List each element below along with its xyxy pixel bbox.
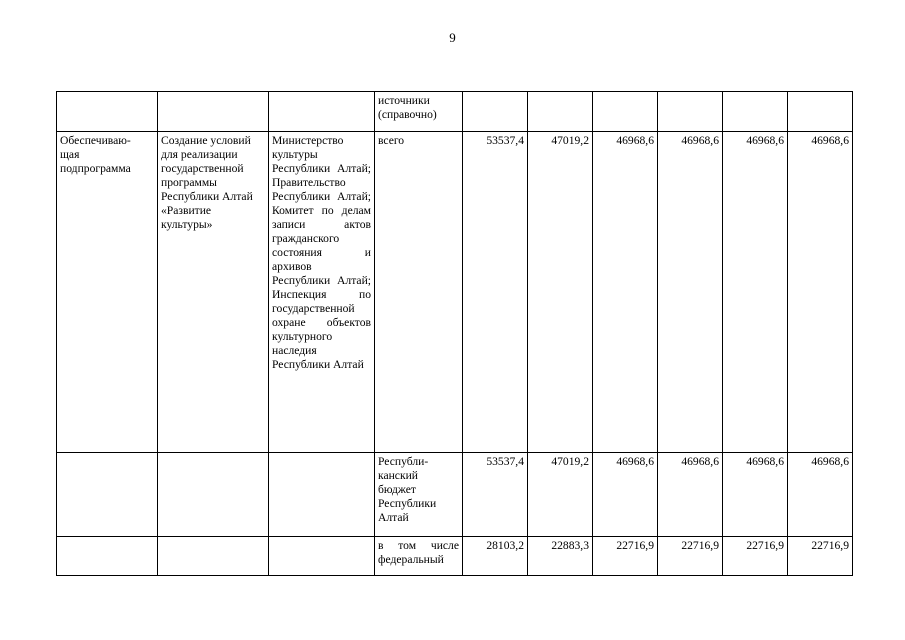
cell-value: 22716,9 bbox=[658, 537, 723, 576]
cell-value: 46968,6 bbox=[658, 453, 723, 537]
table-row bbox=[57, 92, 853, 132]
cell-value: 46968,6 bbox=[593, 132, 658, 453]
cell-source: источники (справочно) bbox=[375, 92, 463, 132]
cell-value bbox=[788, 92, 853, 132]
budget-table bbox=[56, 91, 853, 576]
table-row bbox=[57, 453, 853, 537]
cell-value: 28103,2 bbox=[463, 537, 528, 576]
cell-col3 bbox=[269, 537, 375, 576]
cell-value: 47019,2 bbox=[528, 132, 593, 453]
cell-value: 47019,2 bbox=[528, 453, 593, 537]
cell-value: 46968,6 bbox=[658, 132, 723, 453]
cell-col2 bbox=[158, 92, 269, 132]
cell-value bbox=[463, 92, 528, 132]
cell-source: всего bbox=[375, 132, 463, 453]
cell-subprogram-name: Создание условий для реализации государственной программы Республики Алтай «Развитие культуры» bbox=[158, 132, 269, 453]
table-row bbox=[57, 537, 853, 576]
cell-value: 53537,4 bbox=[463, 453, 528, 537]
cell-value: 22883,3 bbox=[528, 537, 593, 576]
cell-col1 bbox=[57, 92, 158, 132]
cell-col2 bbox=[158, 453, 269, 537]
cell-col1 bbox=[57, 453, 158, 537]
cell-col3 bbox=[269, 92, 375, 132]
table-row bbox=[57, 132, 853, 453]
cell-value bbox=[528, 92, 593, 132]
cell-value bbox=[723, 92, 788, 132]
cell-col3 bbox=[269, 453, 375, 537]
cell-value: 46968,6 bbox=[788, 132, 853, 453]
cell-value bbox=[593, 92, 658, 132]
cell-value: 22716,9 bbox=[723, 537, 788, 576]
cell-executors: Министерство культуры Республики Алтай; Правительство Республики Алтай; Комитет по делам записи актов гражданского состояния и архивов Республики Алтай; Инспекция по государственной охране объектов культурного наследия Республики Алтай bbox=[269, 132, 375, 453]
cell-source: в том числе федеральный bbox=[375, 537, 463, 576]
cell-value: 22716,9 bbox=[788, 537, 853, 576]
cell-value: 53537,4 bbox=[463, 132, 528, 453]
page-number: 9 bbox=[449, 30, 456, 45]
cell-col1 bbox=[57, 537, 158, 576]
cell-value: 46968,6 bbox=[788, 453, 853, 537]
cell-source: Республи- канский бюджет Республики Алтай bbox=[375, 453, 463, 537]
cell-value: 22716,9 bbox=[593, 537, 658, 576]
cell-value bbox=[658, 92, 723, 132]
cell-subprogram-type: Обеспечиваю- щая подпрограмма bbox=[57, 132, 158, 453]
cell-col2 bbox=[158, 537, 269, 576]
cell-value: 46968,6 bbox=[723, 132, 788, 453]
cell-value: 46968,6 bbox=[593, 453, 658, 537]
cell-value: 46968,6 bbox=[723, 453, 788, 537]
